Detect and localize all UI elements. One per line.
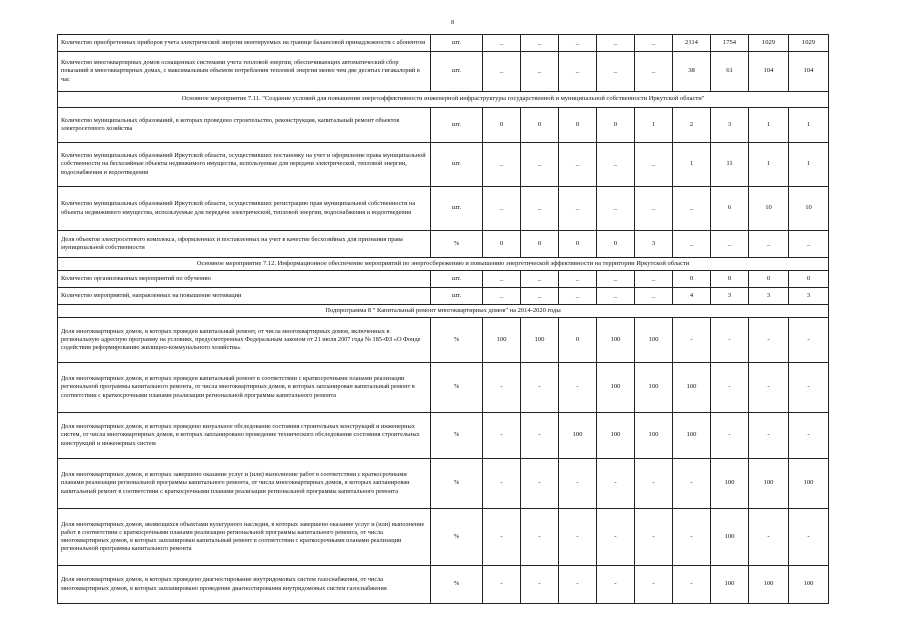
value-cell: 100 <box>483 318 521 363</box>
value-cell: 3 <box>749 288 789 305</box>
value-cell: _ <box>597 288 635 305</box>
value-cell: _ <box>673 231 711 258</box>
value-cell: - <box>559 509 597 566</box>
value-cell: _ <box>521 52 559 92</box>
value-cell: 10 <box>749 187 789 231</box>
section-title: Основное мероприятие 7.12. Информационное обеспечение мероприятий по энергосбережению и повышению энергетической эффективности на территории Иркутской области <box>58 258 829 271</box>
value-cell: 6 <box>711 187 749 231</box>
value-cell: 38 <box>673 52 711 92</box>
value-cell: - <box>749 318 789 363</box>
value-cell: _ <box>521 143 559 187</box>
value-cell: 100 <box>789 566 829 604</box>
value-cell: _ <box>483 187 521 231</box>
unit-cell: % <box>431 413 483 459</box>
unit-cell: шт. <box>431 143 483 187</box>
value-cell: 0 <box>673 271 711 288</box>
indicator-name: Доля многоквартирных домов, в которых проведено визуальное обследование состояния строительных конструкций и инженерных систем, от числа многоквартирных домов, в которых запланировано проведение технического обследования состояния строительных конструкций и инженерных систем <box>58 413 431 459</box>
value-cell: _ <box>597 187 635 231</box>
value-cell: _ <box>711 231 749 258</box>
value-cell: - <box>673 459 711 509</box>
section-title: Подпрограмма 8 " Капитальный ремонт многоквартирных домов" на 2014-2020 годы <box>58 305 829 318</box>
unit-cell: шт. <box>431 52 483 92</box>
indicator-name: Количество многоквартирных домов оснащенных системами учета тепловой энергии, обеспечивающих автоматический сбор показаний в многоквартирных домах, с максимальным объемом потребления тепловой энергии менее чем две десятых гигакалорий в час <box>58 52 431 92</box>
value-cell: 100 <box>635 318 673 363</box>
unit-cell: шт. <box>431 35 483 52</box>
table-row <box>58 143 829 187</box>
value-cell: 1 <box>789 143 829 187</box>
value-cell: _ <box>521 288 559 305</box>
value-cell: 100 <box>559 413 597 459</box>
value-cell: 2 <box>673 108 711 143</box>
value-cell: - <box>673 318 711 363</box>
unit-cell: % <box>431 566 483 604</box>
unit-cell: шт. <box>431 271 483 288</box>
indicator-name: Количество приобретенных приборов учета электрической энергии монтируемых на границе балансовой принадлежности с абонентом <box>58 35 431 52</box>
value-cell: 100 <box>673 413 711 459</box>
value-cell: _ <box>635 143 673 187</box>
value-cell: _ <box>483 288 521 305</box>
unit-cell: шт. <box>431 108 483 143</box>
value-cell: _ <box>483 271 521 288</box>
table-row <box>58 363 829 413</box>
value-cell: - <box>789 318 829 363</box>
value-cell: _ <box>559 35 597 52</box>
value-cell: - <box>483 509 521 566</box>
value-cell: - <box>749 413 789 459</box>
indicator-name: Количество муниципальных образований Иркутской области, осуществивших постановку на учет и оформление права муниципальной собственности на бесхозяйные объекты недвижимого имущества, используемые для передачи электрической, тепловой энергии, водоснабжения и водоотведения <box>58 143 431 187</box>
table-row <box>58 187 829 231</box>
table-body <box>58 35 829 604</box>
value-cell: 0 <box>559 108 597 143</box>
indicator-name: Доля многоквартирных домов, в которых проведено диагностирование внутридомовых систем газоснабжения, от числа многоквартирных домов, в которых запланировано проведение диагностирования внутридомовых систем газоснабжения <box>58 566 431 604</box>
value-cell: 0 <box>559 231 597 258</box>
indicator-name: Количество муниципальных образований Иркутской области, осуществивших регистрацию прав муниципальной собственности на объекты недвижимого имущества, используемые для передачи электрической, тепловой энергии, водоснабжения и водоотведения <box>58 187 431 231</box>
value-cell: 1 <box>749 108 789 143</box>
value-cell: - <box>483 413 521 459</box>
value-cell: 104 <box>789 52 829 92</box>
value-cell: _ <box>635 35 673 52</box>
value-cell: - <box>597 459 635 509</box>
indicator-name: Количество организованных мероприятий по обучению <box>58 271 431 288</box>
value-cell: 1 <box>749 143 789 187</box>
table-row <box>58 413 829 459</box>
value-cell: - <box>559 459 597 509</box>
table-row <box>58 318 829 363</box>
table-row <box>58 231 829 258</box>
value-cell: _ <box>673 187 711 231</box>
table-row <box>58 35 829 52</box>
value-cell: - <box>483 566 521 604</box>
table-row <box>58 566 829 604</box>
table-row <box>58 288 829 305</box>
value-cell: 1 <box>673 143 711 187</box>
value-cell: - <box>673 509 711 566</box>
value-cell: - <box>749 509 789 566</box>
value-cell: _ <box>635 187 673 231</box>
value-cell: 1754 <box>711 35 749 52</box>
indicator-name: Количество мероприятий, направленных на повышение мотивации <box>58 288 431 305</box>
value-cell: 0 <box>711 271 749 288</box>
value-cell: - <box>483 363 521 413</box>
unit-cell: % <box>431 231 483 258</box>
unit-cell: % <box>431 459 483 509</box>
value-cell: 3 <box>711 108 749 143</box>
value-cell: 100 <box>711 459 749 509</box>
value-cell: - <box>711 363 749 413</box>
value-cell: 11 <box>711 143 749 187</box>
unit-cell: шт. <box>431 187 483 231</box>
value-cell: _ <box>559 52 597 92</box>
value-cell: 0 <box>749 271 789 288</box>
value-cell: - <box>673 566 711 604</box>
value-cell: _ <box>559 187 597 231</box>
value-cell: - <box>559 363 597 413</box>
value-cell: _ <box>597 35 635 52</box>
value-cell: 3 <box>711 288 749 305</box>
value-cell: 1 <box>635 108 673 143</box>
indicator-name: Доля многоквартирных домов, являющихся объектами культурного наследия, в которых завершено оказание услуг и (или) выполнение работ в соответствии с краткосрочными планами реализации региональной программы капитального ремонта, от числа многоквартирных домов, в которых запланирован капитальный ремонт в соответствии с краткосрочными планами реализации региональной программы капитального ремонта <box>58 509 431 566</box>
value-cell: 100 <box>673 363 711 413</box>
value-cell: _ <box>597 271 635 288</box>
value-cell: _ <box>635 52 673 92</box>
value-cell: - <box>789 413 829 459</box>
value-cell: - <box>789 509 829 566</box>
value-cell: 4 <box>673 288 711 305</box>
value-cell: 2114 <box>673 35 711 52</box>
unit-cell: % <box>431 509 483 566</box>
value-cell: _ <box>483 52 521 92</box>
unit-cell: шт. <box>431 288 483 305</box>
value-cell: _ <box>521 35 559 52</box>
value-cell: - <box>711 413 749 459</box>
value-cell: 100 <box>521 318 559 363</box>
value-cell: _ <box>635 271 673 288</box>
value-cell: 100 <box>749 566 789 604</box>
indicator-name: Доля многоквартирных домов, в которых завершено оказание услуг и (или) выполнение работ в соответствии с краткосрочными планами реализации региональной программы капитального ремонта, от числа многоквартирных домов, в которых запланирован капитальный ремонт в соответствии с краткосрочными планами реализации региональной программы капитального ремонта <box>58 459 431 509</box>
value-cell: - <box>635 459 673 509</box>
value-cell: - <box>559 566 597 604</box>
indicator-name: Доля объектов электросетевого комплекса, оформленных и поставленных на учет в качестве бесхозяйных для признания права муниципальной собственности <box>58 231 431 258</box>
value-cell: 3 <box>789 288 829 305</box>
value-cell: - <box>635 566 673 604</box>
unit-cell: % <box>431 363 483 413</box>
value-cell: _ <box>521 271 559 288</box>
value-cell: _ <box>789 231 829 258</box>
value-cell: - <box>597 566 635 604</box>
value-cell: - <box>711 318 749 363</box>
table-row <box>58 509 829 566</box>
value-cell: 0 <box>597 108 635 143</box>
value-cell: - <box>521 566 559 604</box>
value-cell: 10 <box>789 187 829 231</box>
value-cell: 0 <box>789 271 829 288</box>
value-cell: _ <box>597 143 635 187</box>
table-row <box>58 459 829 509</box>
value-cell: 1029 <box>789 35 829 52</box>
value-cell: - <box>483 459 521 509</box>
value-cell: 100 <box>711 566 749 604</box>
value-cell: - <box>521 413 559 459</box>
value-cell: - <box>521 509 559 566</box>
value-cell: 100 <box>789 459 829 509</box>
value-cell: - <box>789 363 829 413</box>
table-row <box>58 271 829 288</box>
value-cell: _ <box>749 231 789 258</box>
value-cell: 100 <box>597 363 635 413</box>
value-cell: 100 <box>749 459 789 509</box>
value-cell: - <box>635 509 673 566</box>
value-cell: _ <box>559 288 597 305</box>
value-cell: _ <box>597 52 635 92</box>
value-cell: 0 <box>483 231 521 258</box>
value-cell: 3 <box>635 231 673 258</box>
value-cell: 0 <box>521 231 559 258</box>
table-row <box>58 108 829 143</box>
value-cell: 61 <box>711 52 749 92</box>
section-header-row <box>58 305 829 318</box>
value-cell: _ <box>559 143 597 187</box>
value-cell: - <box>521 363 559 413</box>
indicator-name: Доля многоквартирных домов, в которых проведен капитальный ремонт, от числа многоквартирных домов, включенных в региональную адресную программу на условиях, предусмотренных Федеральным законом от 21 июля 2007 года № 185-ФЗ «О Фонде содействия реформированию жилищно-коммунального хозяйства» <box>58 318 431 363</box>
indicators-table <box>57 34 829 604</box>
value-cell: 0 <box>597 231 635 258</box>
value-cell: 100 <box>711 509 749 566</box>
value-cell: 0 <box>559 318 597 363</box>
value-cell: 100 <box>597 318 635 363</box>
value-cell: _ <box>483 143 521 187</box>
value-cell: _ <box>635 288 673 305</box>
section-header-row <box>58 258 829 271</box>
value-cell: 100 <box>635 413 673 459</box>
value-cell: - <box>749 363 789 413</box>
value-cell: 1 <box>789 108 829 143</box>
value-cell: _ <box>521 187 559 231</box>
value-cell: 0 <box>483 108 521 143</box>
section-title: Основное мероприятие 7.11. "Создание условий для повышения энергоэффективности инженерной инфраструктуры государственной и муниципальной собственности Иркутской области" <box>58 92 829 108</box>
unit-cell: % <box>431 318 483 363</box>
table-row <box>58 52 829 92</box>
indicator-name: Доля многоквартирных домов, в которых проведен капитальный ремонт в соответствии с краткосрочными планами реализации региональной программы капитального ремонта, от числа многоквартирных домов, в которых запланирован капитальный ремонт в соответствии с краткосрочными планами реализации региональной программы капитального ремонта <box>58 363 431 413</box>
value-cell: _ <box>559 271 597 288</box>
value-cell: 104 <box>749 52 789 92</box>
value-cell: 100 <box>635 363 673 413</box>
value-cell: 1029 <box>749 35 789 52</box>
value-cell: 0 <box>521 108 559 143</box>
value-cell: _ <box>483 35 521 52</box>
value-cell: - <box>521 459 559 509</box>
indicator-name: Количество муниципальных образований, в которых проведено строительство, реконструкция, капитальный ремонт объектов электросетевого хозяйства <box>58 108 431 143</box>
value-cell: 100 <box>597 413 635 459</box>
section-header-row <box>58 92 829 108</box>
value-cell: - <box>597 509 635 566</box>
page-number: 8 <box>451 20 454 26</box>
